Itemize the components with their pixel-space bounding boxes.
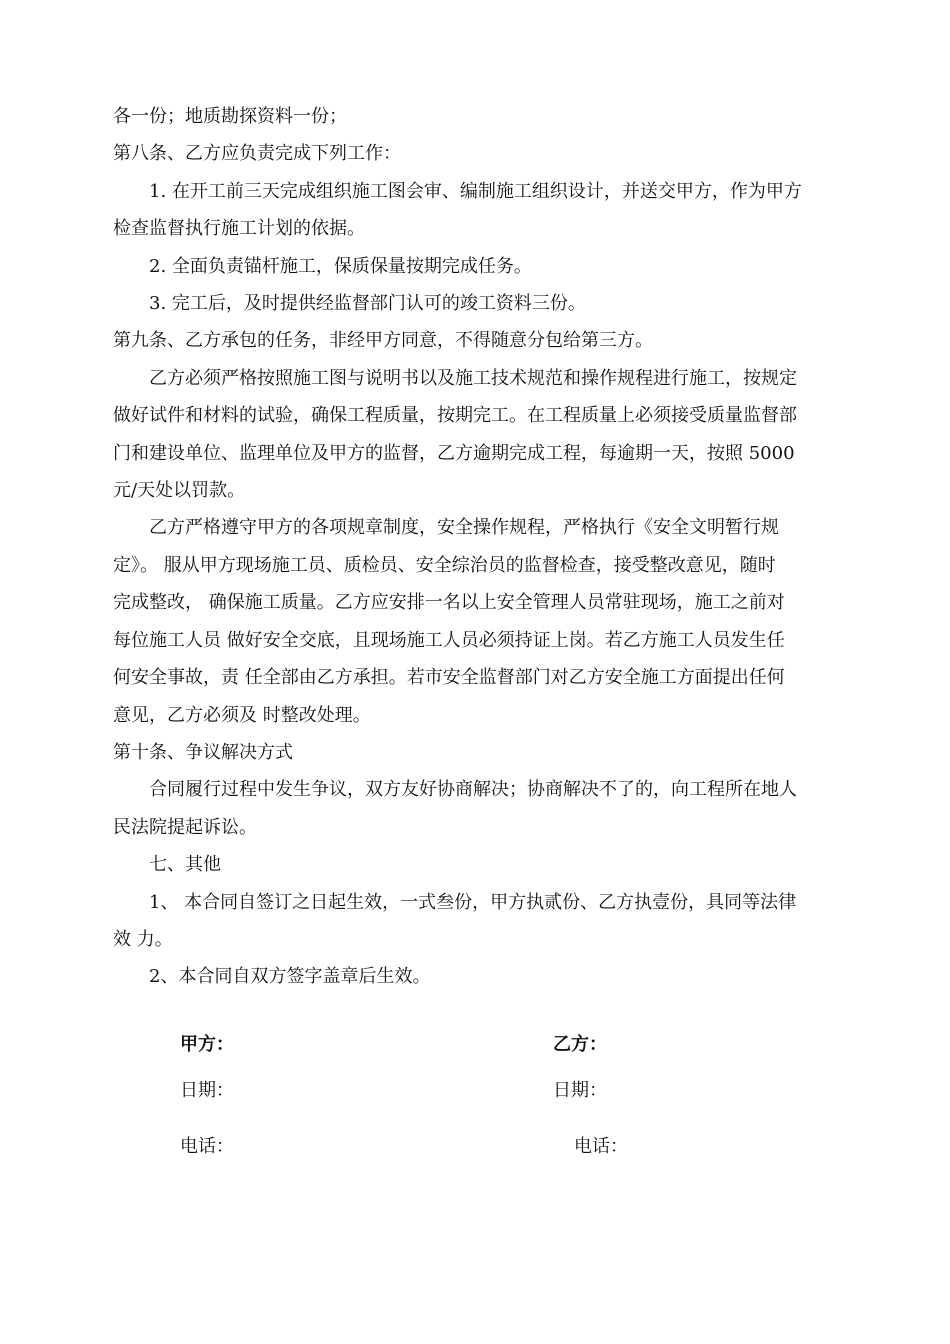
text-line: 完成整改， 确保施工质量。乙方应安排一名以上安全管理人员常驻现场，施工之前对	[113, 592, 785, 614]
text-line: 何安全事故，责 任全部由乙方承担。若市安全监督部门对乙方安全施工方面提出任何	[113, 667, 785, 689]
party-a-label: 甲方：	[180, 1034, 234, 1055]
text-line: 1. 在开工前三天完成组织施工图会审、编制施工组织设计，并送交甲方，作为甲方	[149, 180, 802, 202]
article-10-heading: 第十条、争议解决方式	[113, 741, 293, 763]
text-line: 2. 全面负责锚杆施工，保质保量按期完成任务。	[149, 255, 532, 277]
text-line: 2、本合同自双方签字盖章后生效。	[149, 966, 431, 988]
text-line: 元/天处以罚款。	[113, 480, 246, 502]
text-line: 1、 本合同自签订之日起生效，一式叁份，甲方执贰份、乙方执壹份，具同等法律	[149, 891, 797, 913]
text-line: 定》。 服从甲方现场施工员、质检员、安全综治员的监督检查，接受整改意见，随时	[113, 554, 776, 576]
contract-page	[113, 98, 849, 996]
party-a-phone-label: 电话：	[180, 1136, 234, 1157]
text-line: 各一份；地质勘探资料一份；	[113, 106, 347, 127]
text-line: 民法院提起诉讼。	[113, 816, 257, 838]
text-line: 意见，乙方必须及 时整改处理。	[113, 704, 371, 726]
text-line: 做好试件和材料的试验，确保工程质量，按期完工。在工程质量上必须接受质量监督部	[113, 405, 797, 427]
text-line: 合同履行过程中发生争议，双方友好协商解决；协商解决不了的，向工程所在地人	[149, 779, 797, 801]
text-line: 效 力。	[113, 928, 173, 950]
text-line: 3. 完工后，及时提供经监督部门认可的竣工资料三份。	[149, 293, 586, 315]
party-a-date-label: 日期：	[180, 1080, 234, 1101]
text-line: 乙方严格遵守甲方的各项规章制度，安全操作规程，严格执行《安全文明暂行规	[149, 517, 779, 539]
party-b-phone-label: 电话：	[574, 1136, 628, 1157]
text-line: 门和建设单位、监理单位及甲方的监督，乙方逾期完成工程，每逾期一天，按照 5000	[113, 442, 795, 464]
text-line: 检查监督执行施工计划的依据。	[113, 218, 365, 240]
party-b-date-label: 日期：	[553, 1080, 607, 1101]
section-7-heading: 七、其他	[149, 854, 221, 876]
text-line: 乙方必须严格按照施工图与说明书以及施工技术规范和操作规程进行施工，按规定	[149, 367, 797, 389]
article-9-heading: 第九条、乙方承包的任务，非经甲方同意，不得随意分包给第三方。	[113, 330, 653, 352]
party-b-label: 乙方：	[553, 1034, 607, 1055]
article-8-heading: 第八条、乙方应负责完成下列工作：	[113, 143, 401, 165]
text-line: 每位施工人员 做好安全交底，且现场施工人员必须持证上岗。若乙方施工人员发生任	[113, 629, 785, 651]
